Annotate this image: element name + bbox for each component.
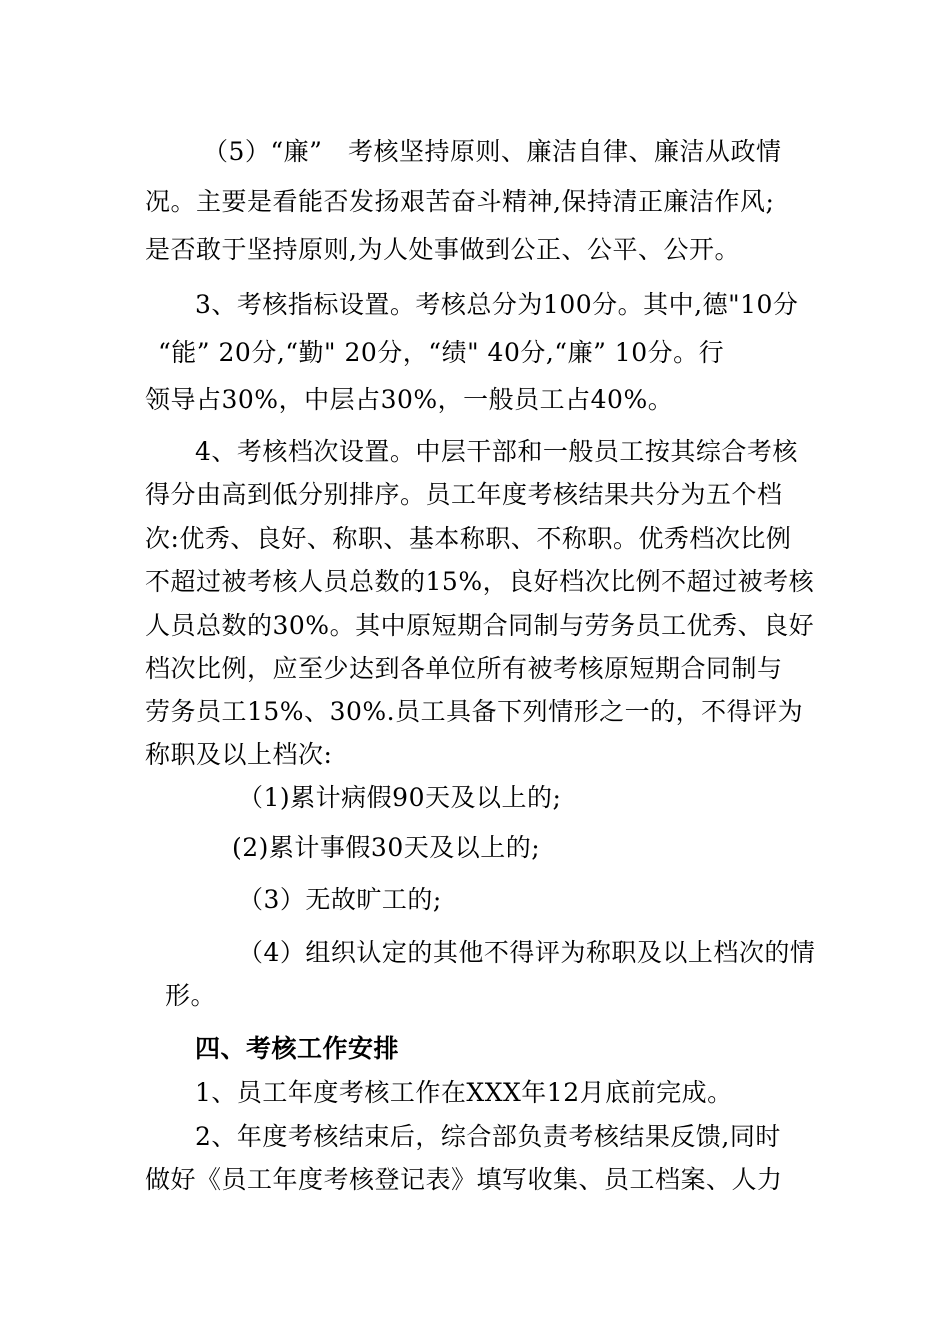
para-indicator-line-3: 领导占30%，中层占30%，一般员工占40%。 <box>145 385 674 414</box>
para-arrange-2-line-1: 2、年度考核结束后，综合部负责考核结果反馈,同时 <box>195 1122 781 1151</box>
para-grade-line-1: 4、考核档次设置。中层干部和一般员工按其综合考核 <box>195 437 798 466</box>
para-lian-line-3: 是否敢于坚持原则,为人处事做到公正、公平、公开。 <box>145 235 740 264</box>
para-grade-line-4: 不超过被考核人员总数的15%，良好档次比例不超过被考核 <box>145 567 815 596</box>
list-item-1: （1)累计病假90天及以上的; <box>238 783 562 812</box>
para-lian-line-2: 况。主要是看能否发扬艰苦奋斗精神,保持清正廉洁作风; <box>145 187 775 216</box>
para-grade-line-2: 得分由高到低分别排序。员工年度考核结果共分为五个档 <box>145 480 783 509</box>
para-grade-line-5: 人员总数的30%。其中原短期合同制与劳务员工优秀、良好 <box>145 611 815 640</box>
list-item-4-line-2: 形。 <box>165 981 217 1010</box>
list-item-2: (2)累计事假30天及以上的; <box>232 833 541 862</box>
para-grade-line-3: 次:优秀、良好、称职、基本称职、不称职。优秀档次比例 <box>145 524 792 553</box>
para-indicator-line-2: “能” 20分,“勤" 20分，“绩" 40分,“廉” 10分。行 <box>158 338 725 367</box>
para-lian-line-1: （5）“廉” 考核坚持原则、廉洁自律、廉洁从政情 <box>203 137 782 166</box>
para-grade-line-8: 称职及以上档次: <box>145 740 333 769</box>
list-item-4-line-1: （4）组织认定的其他不得评为称职及以上档次的情 <box>238 938 816 967</box>
para-indicator-line-1: 3、考核指标设置。考核总分为100分。其中,德"10分 <box>195 290 799 319</box>
list-item-3: （3）无故旷工的; <box>238 885 442 914</box>
para-grade-line-6: 档次比例，应至少达到各单位所有被考核原短期合同制与 <box>145 654 783 683</box>
para-arrange-1: 1、员工年度考核工作在XXX年12月底前完成。 <box>195 1078 733 1107</box>
section-heading-4: 四、考核工作安排 <box>195 1034 400 1063</box>
para-arrange-2-line-2: 做好《员工年度考核登记表》填写收集、员工档案、人力 <box>145 1165 783 1194</box>
para-grade-line-7: 劳务员工15%、30%.员工具备下列情形之一的，不得评为 <box>145 697 804 726</box>
